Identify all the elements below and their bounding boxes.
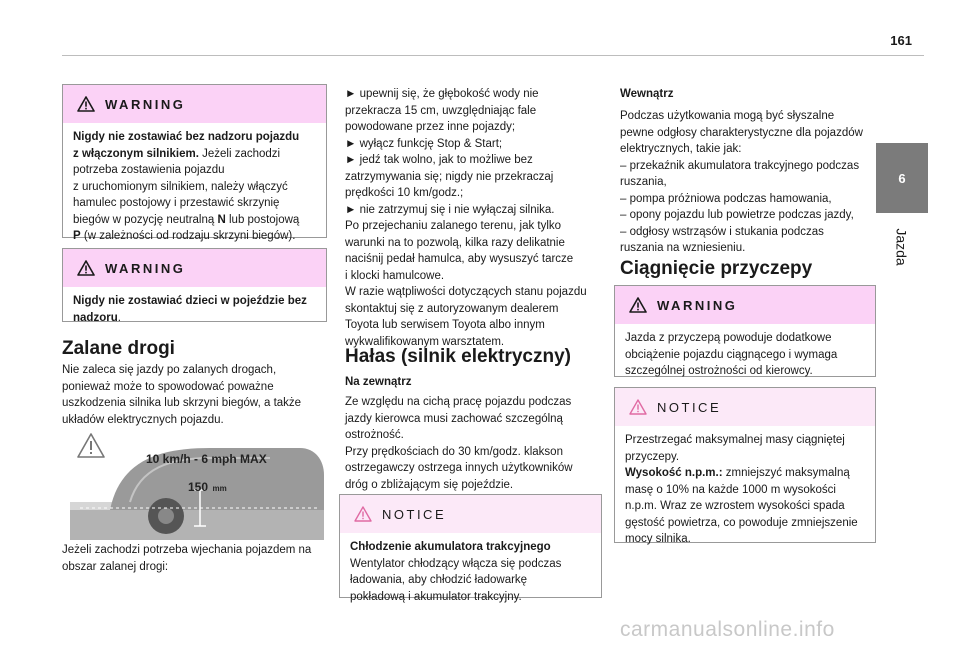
warning-header	[63, 85, 326, 123]
warning-title: WARNING	[105, 260, 186, 276]
subheading-outside: Na zewnątrz	[345, 376, 412, 388]
notice-header	[615, 388, 875, 426]
watermark: carmanualsonline.info	[620, 618, 835, 641]
page-number: 161	[890, 33, 912, 48]
warning-header	[63, 249, 326, 287]
notice-triangle-icon	[354, 506, 372, 522]
notice-body: Chłodzenie akumulatora trakcyjnego Wentylator chłodzący włącza się podczas ładowania, aby chłodzić ładowarkę pokładową i akumulator trakcyjny.	[350, 541, 562, 603]
warning-box-unattended	[62, 84, 327, 242]
warning-body: Nigdy nie zostawiać dzieci w pojeździe bez nadzoru.	[73, 295, 307, 324]
flooded-road-illustration	[70, 430, 324, 540]
flooded-roads-intro: Nie zaleca się jazdy po zalanych drogach, ponieważ może to spowodować poważne uszkodzenia silnika lub skrzyni biegów, a także układów elektrycznych pojazdu.	[62, 364, 302, 426]
notice-box-battery-cooling	[339, 494, 602, 603]
noise-outside-text: Ze względu na cichą pracę pojazdu podczas jazdy kierowca musi zachować szczególną ostrożność. Przy prędkościach do 30 km/godz. klakson ostrzegawczy ostrzega innych użytkowników dróg o zbliżającym się pojeździe.	[345, 396, 573, 491]
notice-triangle-icon	[629, 399, 647, 415]
noise-inside-text: Podczas użytkowania mogą być słyszalne pewne odgłosy charakterystyczne dla pojazdów elektrycznych, takie jak: – przekaźnik akumulatora trakcyjnego podczas ruszania, – pompa próżniowa podczas hamowania, – opony pojazdu lub powietrze podczas jazdy, – odgłosy wstrząsów i stukania podczas ruszania na wzniesieniu.	[620, 110, 863, 254]
warning-header	[615, 286, 875, 324]
water-depth-label: 150 mm	[188, 480, 227, 494]
warning-triangle-icon	[77, 96, 95, 112]
warning-body: Nigdy nie zostawiać bez nadzoru pojazdu z włączonym silnikiem. Jeżeli zachodzi potrzeba zostawienia pojazdu z uruchomionym silnikiem, należy włączyć hamulec postojowy i przestawić skrzynię biegów w pozycję neutralną N lub postojową P (w zależności od rodzaju skrzyni biegów).	[73, 131, 300, 242]
section-title-noise: Hałas (silnik elektryczny)	[345, 346, 571, 367]
flooded-roads-instructions: ► upewnij się, że głębokość wody nie przekracza 15 cm, uwzględniając fale powodowane przez inne pojazdy; ► wyłącz funkcję Stop & Start; ► jedź tak wolno, jak to możliwe bez zatrzymywania się; nigdy nie przekraczaj prędkości 10 km/godz.; ► nie zatrzymuj się i nie wyłączaj silnika. Po przejechaniu zalanego terenu, jak tylko warunki na to pozwolą, kilka razy delikatnie naciśnij pedał hamulca, aby wysuszyć tarcze i klocki hamulcowe. W razie wątpliwości dotyczących stanu pojazdu skontaktuj się z autoryzowanym dealerem Toyota lub serwisem Toyota albo innym wykwalifikowanym warsztatem.	[345, 88, 587, 348]
section-title-towing: Ciągnięcie przyczepy	[620, 258, 813, 279]
flooded-roads-after: Jeżeli zachodzi potrzeba wjechania pojazdem na obszar zalanej drogi:	[62, 544, 312, 573]
chapter-tab-label: Jazda	[893, 228, 910, 266]
top-rule	[62, 55, 924, 56]
chapter-tab[interactable]: 6	[876, 143, 928, 213]
warning-triangle-icon	[77, 260, 95, 276]
warning-body: Jazda z przyczepą powoduje dodatkowe obciążenie pojazdu ciągnącego i wymaga szczególnej ostrożności od kierowcy.	[625, 332, 838, 377]
warning-triangle-icon	[629, 297, 647, 313]
notice-box-trailer-mass	[614, 387, 876, 543]
notice-body: Przestrzegać maksymalnej masy ciągniętej przyczepy. Wysokość n.p.m.: zmniejszyć maksymalną masę o 10% na każde 1000 m wysokości n.p.m. Wraz ze wzrostem wysokości spada gęstość powietrza, co powoduje zmniejszenie mocy silnika.	[625, 434, 858, 545]
notice-title: NOTICE	[657, 399, 722, 415]
section-title-flooded-roads: Zalane drogi	[62, 338, 175, 359]
warning-box-children	[62, 248, 327, 322]
notice-title: NOTICE	[382, 506, 447, 522]
subheading-inside: Wewnątrz	[620, 88, 674, 100]
warning-title: WARNING	[657, 297, 738, 313]
warning-triangle-icon	[76, 432, 106, 464]
warning-box-towing	[614, 285, 876, 377]
notice-header	[340, 495, 601, 533]
speed-limit-label: 10 km/h - 6 mph MAX	[146, 452, 267, 466]
warning-title: WARNING	[105, 96, 186, 112]
